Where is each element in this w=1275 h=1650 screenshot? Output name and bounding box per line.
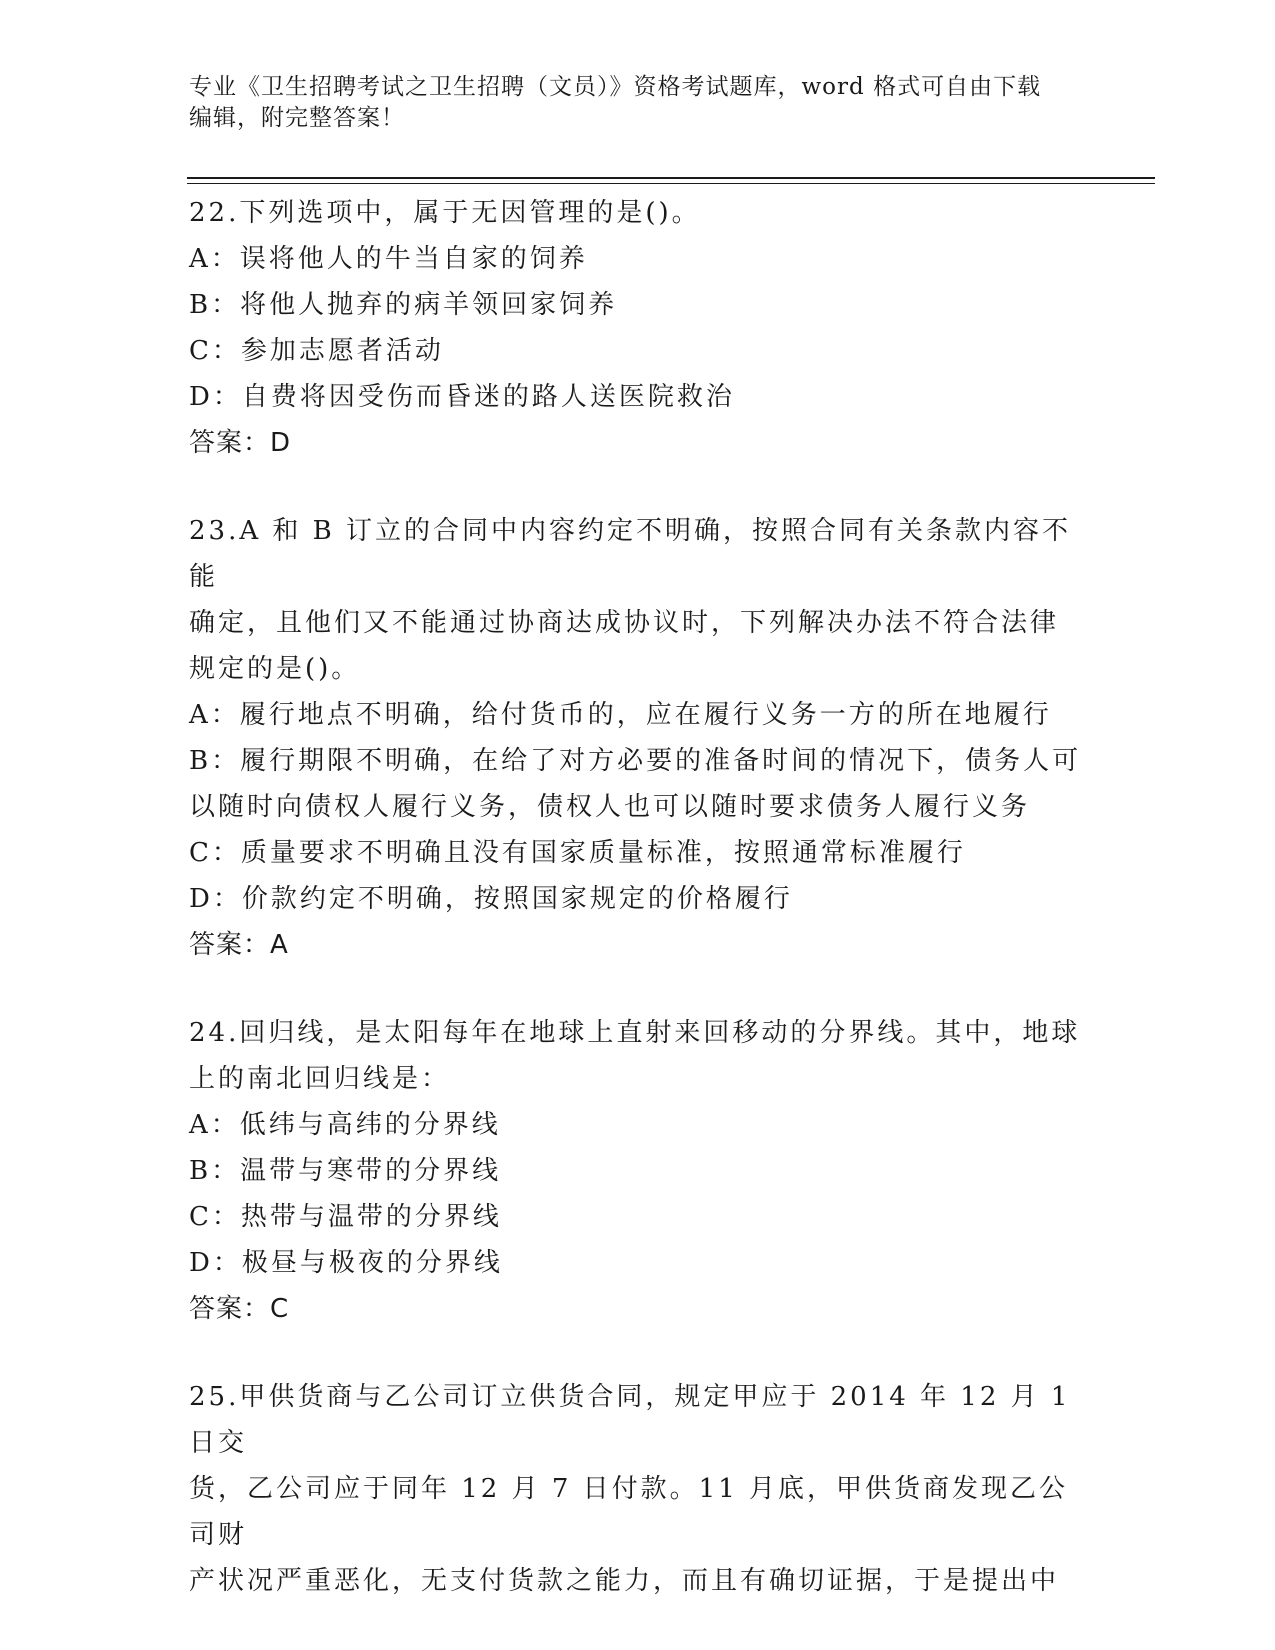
question-stem-line: 23.A 和 B 订立的合同中内容约定不明确，按照合同有关条款内容不能 [189,516,1072,592]
question-stem-line: 25.甲供货商与乙公司订立供货合同，规定甲应于 2014 年 12 月 1 日交 [189,1382,1071,1458]
question-stem-line: 货，乙公司应于同年 12 月 7 日付款。11 月底，甲供货商发现乙公司财 [189,1474,1069,1550]
option-line: D：价款约定不明确，按照国家规定的价格履行 [189,884,793,914]
question-block [189,190,1089,466]
answer-line: 答案：C [189,1294,290,1324]
answer-line: 答案：A [189,930,289,960]
option-line: C：热带与温带的分界线 [189,1202,502,1232]
question-spacer [189,1332,1089,1374]
answer-line: 答案：D [189,428,292,458]
question-stem-line: 产状况严重恶化，无支付货款之能力，而且有确切证据，于是提出中 [189,1566,1060,1596]
option-line: B：将他人抛弃的病羊领回家饲养 [189,290,618,320]
question-block [189,1010,1089,1332]
header-rule-thin [187,183,1155,184]
question-spacer [189,466,1089,508]
header-line-1: 专业《卫生招聘考试之卫生招聘（文员）》资格考试题库，word 格式可自由下载 [189,74,1042,100]
option-line: A：误将他人的牛当自家的饲养 [189,244,588,274]
question-block [189,508,1089,968]
option-line: D：自费将因受伤而昏迷的路人送医院救治 [189,382,735,412]
option-line: A：履行地点不明确，给付货币的，应在履行义务一方的所在地履行 [189,700,1052,730]
question-stem-line: 规定的是()。 [189,654,361,684]
option-line: B：温带与寒带的分界线 [189,1156,502,1186]
option-line: C：质量要求不明确且没有国家质量标准，按照通常标准履行 [189,838,966,868]
question-spacer [189,968,1089,1010]
question-list [189,190,1089,1604]
option-line: B：履行期限不明确，在给了对方必要的准备时间的情况下，债务人可 [189,746,1082,776]
question-stem-line: 24.回归线，是太阳每年在地球上直射来回移动的分界线。其中，地球 [189,1018,1081,1048]
header-rule-thick [187,177,1155,179]
option-line: A：低纬与高纬的分界线 [189,1110,501,1140]
option-line: D：极昼与极夜的分界线 [189,1248,503,1278]
header-line-2: 编辑，附完整答案！ [189,105,405,131]
option-line: C：参加志愿者活动 [189,336,444,366]
question-block [189,1374,1089,1604]
question-stem-line: 上的南北回归线是： [189,1064,451,1094]
option-line: 以随时向债权人履行义务，债权人也可以随时要求债务人履行义务 [189,792,1031,822]
question-stem-line: 22.下列选项中，属于无因管理的是()。 [189,198,701,228]
document-header [189,72,1069,134]
question-stem-line: 确定，且他们又不能通过协商达成协议时，下列解决办法不符合法律 [189,608,1060,638]
